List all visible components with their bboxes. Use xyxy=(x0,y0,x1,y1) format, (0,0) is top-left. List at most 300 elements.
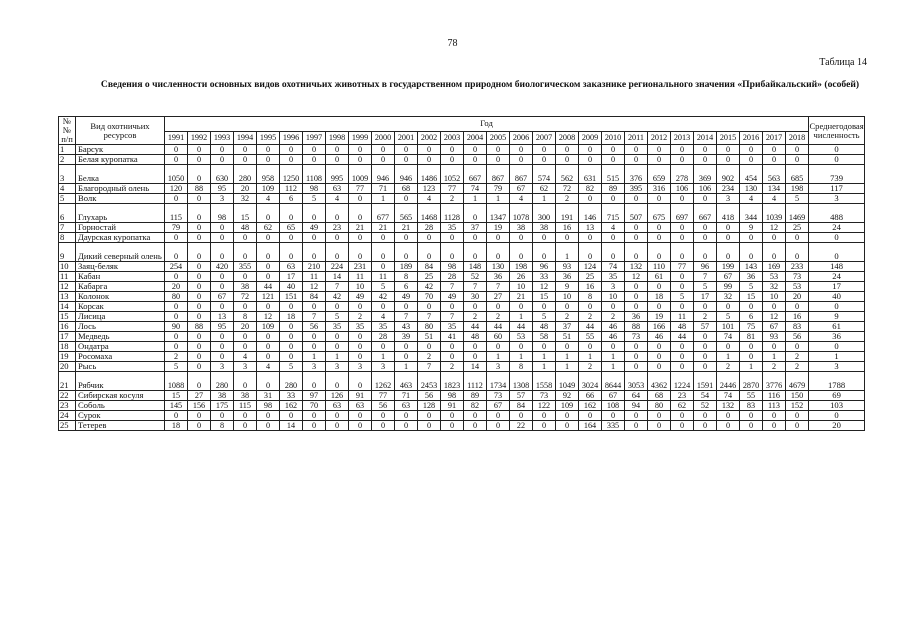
count-cell: 162 xyxy=(280,401,303,411)
count-cell: 5 xyxy=(740,282,763,292)
count-cell: 98 xyxy=(257,401,280,411)
count-cell: 44 xyxy=(510,322,533,332)
count-cell: 0 xyxy=(671,233,694,243)
count-cell: 44 xyxy=(487,322,510,332)
count-cell: 0 xyxy=(487,421,510,431)
count-cell: 280 xyxy=(211,372,234,391)
count-cell: 46 xyxy=(648,332,671,342)
count-cell: 0 xyxy=(579,194,602,204)
table-row xyxy=(59,165,865,184)
count-cell: 108 xyxy=(602,401,625,411)
count-cell: 0 xyxy=(648,223,671,233)
year-header: 1991 xyxy=(165,131,188,144)
count-cell: 162 xyxy=(579,401,602,411)
year-header: 2016 xyxy=(740,131,763,144)
count-cell: 115 xyxy=(234,401,257,411)
species-name: Лось xyxy=(76,322,165,332)
count-cell: 10 xyxy=(349,282,372,292)
count-cell: 0 xyxy=(510,145,533,155)
count-cell: 2 xyxy=(441,362,464,372)
count-cell: 20 xyxy=(786,292,809,302)
count-cell: 0 xyxy=(625,352,648,362)
table-row xyxy=(59,223,865,233)
species-name: Кабан xyxy=(76,272,165,282)
count-cell: 0 xyxy=(188,204,211,223)
count-cell: 169 xyxy=(763,262,786,272)
count-cell: 3 xyxy=(717,194,740,204)
count-cell: 0 xyxy=(303,302,326,312)
count-cell: 21 xyxy=(510,292,533,302)
count-cell: 2 xyxy=(165,352,188,362)
count-cell: 231 xyxy=(349,262,372,272)
count-cell: 14 xyxy=(326,272,349,282)
count-cell: 0 xyxy=(740,342,763,352)
count-cell: 19 xyxy=(487,223,510,233)
count-cell: 0 xyxy=(786,302,809,312)
count-cell: 2 xyxy=(487,312,510,322)
count-cell: 0 xyxy=(280,352,303,362)
count-cell: 74 xyxy=(602,262,625,272)
count-cell: 0 xyxy=(188,372,211,391)
average-cell: 1788 xyxy=(809,372,865,391)
count-cell: 0 xyxy=(303,421,326,431)
count-cell: 27 xyxy=(188,391,211,401)
count-cell: 112 xyxy=(280,184,303,194)
count-cell: 0 xyxy=(533,155,556,165)
count-cell: 0 xyxy=(165,312,188,322)
count-cell: 1 xyxy=(740,362,763,372)
count-cell: 35 xyxy=(602,272,625,282)
species-name: Медведь xyxy=(76,332,165,342)
count-cell: 75 xyxy=(740,322,763,332)
count-cell: 0 xyxy=(326,204,349,223)
count-cell: 89 xyxy=(602,184,625,194)
table-row xyxy=(59,322,865,332)
count-cell: 2446 xyxy=(717,372,740,391)
count-cell: 44 xyxy=(464,322,487,332)
count-cell: 15 xyxy=(533,292,556,302)
count-cell: 8 xyxy=(579,292,602,302)
count-cell: 36 xyxy=(487,272,510,282)
count-cell: 0 xyxy=(349,342,372,352)
count-cell: 63 xyxy=(326,401,349,411)
header-year-group: Год xyxy=(165,117,809,132)
table-row xyxy=(59,204,865,223)
count-cell: 77 xyxy=(349,184,372,194)
count-cell: 0 xyxy=(372,411,395,421)
count-cell: 344 xyxy=(740,204,763,223)
count-cell: 32 xyxy=(763,282,786,292)
count-cell: 0 xyxy=(326,411,349,421)
count-cell: 13 xyxy=(579,223,602,233)
average-cell: 0 xyxy=(809,411,865,421)
count-cell: 278 xyxy=(671,165,694,184)
species-name: Колонок xyxy=(76,292,165,302)
count-cell: 7 xyxy=(418,312,441,322)
year-header: 2012 xyxy=(648,131,671,144)
species-name: Заяц-беляк xyxy=(76,262,165,272)
count-cell: 0 xyxy=(280,302,303,312)
count-cell: 335 xyxy=(602,421,625,431)
count-cell: 73 xyxy=(786,272,809,282)
count-cell: 81 xyxy=(740,332,763,342)
count-cell: 6 xyxy=(280,194,303,204)
count-cell: 0 xyxy=(740,411,763,421)
row-number: 22 xyxy=(59,391,76,401)
count-cell: 677 xyxy=(372,204,395,223)
count-cell: 2 xyxy=(579,362,602,372)
year-header: 2010 xyxy=(602,131,625,144)
count-cell: 0 xyxy=(740,352,763,362)
count-cell: 5 xyxy=(717,312,740,322)
count-cell: 0 xyxy=(671,362,694,372)
count-cell: 0 xyxy=(372,262,395,272)
year-header: 2001 xyxy=(395,131,418,144)
count-cell: 4 xyxy=(234,352,257,362)
table-row xyxy=(59,145,865,155)
count-cell: 0 xyxy=(326,372,349,391)
species-name: Благородный олень xyxy=(76,184,165,194)
count-cell: 0 xyxy=(257,243,280,262)
table-row xyxy=(59,282,865,292)
count-cell: 48 xyxy=(464,332,487,342)
count-cell: 5 xyxy=(372,282,395,292)
count-cell: 0 xyxy=(165,272,188,282)
count-cell: 0 xyxy=(717,243,740,262)
count-cell: 126 xyxy=(326,391,349,401)
count-cell: 1128 xyxy=(441,204,464,223)
count-cell: 7 xyxy=(464,282,487,292)
count-cell: 4362 xyxy=(648,372,671,391)
count-cell: 0 xyxy=(211,411,234,421)
count-cell: 46 xyxy=(602,322,625,332)
count-cell: 1078 xyxy=(510,204,533,223)
count-cell: 91 xyxy=(349,391,372,401)
count-cell: 0 xyxy=(556,411,579,421)
count-cell: 5 xyxy=(280,362,303,372)
count-cell: 9 xyxy=(740,223,763,233)
count-cell: 0 xyxy=(349,421,372,431)
count-cell: 1 xyxy=(303,352,326,362)
count-cell: 0 xyxy=(763,243,786,262)
count-cell: 0 xyxy=(671,411,694,421)
count-cell: 0 xyxy=(418,145,441,155)
count-cell: 79 xyxy=(487,184,510,194)
count-cell: 20 xyxy=(234,184,257,194)
table-row xyxy=(59,372,865,391)
count-cell: 2 xyxy=(556,194,579,204)
count-cell: 0 xyxy=(257,204,280,223)
species-name: Рябчик xyxy=(76,372,165,391)
count-cell: 0 xyxy=(625,282,648,292)
count-cell: 25 xyxy=(786,223,809,233)
count-cell: 0 xyxy=(464,233,487,243)
count-cell: 0 xyxy=(625,411,648,421)
count-cell: 0 xyxy=(280,155,303,165)
count-cell: 418 xyxy=(717,204,740,223)
count-cell: 122 xyxy=(533,401,556,411)
count-cell: 0 xyxy=(786,421,809,431)
count-cell: 156 xyxy=(188,401,211,411)
count-cell: 1469 xyxy=(786,204,809,223)
count-cell: 72 xyxy=(234,292,257,302)
count-cell: 1 xyxy=(510,312,533,322)
count-cell: 0 xyxy=(510,411,533,421)
count-cell: 0 xyxy=(671,282,694,292)
average-cell: 20 xyxy=(809,421,865,431)
count-cell: 515 xyxy=(602,165,625,184)
count-cell: 2 xyxy=(441,194,464,204)
count-cell: 0 xyxy=(188,243,211,262)
count-cell: 1049 xyxy=(556,372,579,391)
count-cell: 0 xyxy=(188,233,211,243)
count-cell: 0 xyxy=(648,243,671,262)
count-cell: 1224 xyxy=(671,372,694,391)
count-cell: 74 xyxy=(717,332,740,342)
count-cell: 82 xyxy=(464,401,487,411)
count-cell: 0 xyxy=(303,204,326,223)
count-cell: 63 xyxy=(395,401,418,411)
count-cell: 35 xyxy=(441,322,464,332)
table-row xyxy=(59,243,865,262)
species-name: Кабарга xyxy=(76,282,165,292)
count-cell: 0 xyxy=(671,272,694,282)
row-number: 14 xyxy=(59,302,76,312)
count-cell: 0 xyxy=(648,411,671,421)
count-cell: 1 xyxy=(372,352,395,362)
count-cell: 0 xyxy=(487,243,510,262)
count-cell: 17 xyxy=(280,272,303,282)
count-cell: 11 xyxy=(372,272,395,282)
count-cell: 0 xyxy=(303,155,326,165)
count-cell: 0 xyxy=(165,302,188,312)
count-cell: 70 xyxy=(303,401,326,411)
count-cell: 5 xyxy=(786,194,809,204)
count-cell: 1088 xyxy=(165,372,188,391)
count-cell: 454 xyxy=(740,165,763,184)
count-cell: 0 xyxy=(579,233,602,243)
count-cell: 4 xyxy=(602,223,625,233)
count-cell: 0 xyxy=(533,145,556,155)
count-cell: 0 xyxy=(648,342,671,352)
count-cell: 63 xyxy=(326,184,349,194)
year-header: 2007 xyxy=(533,131,556,144)
count-cell: 16 xyxy=(556,223,579,233)
count-cell: 0 xyxy=(648,145,671,155)
count-cell: 14 xyxy=(464,362,487,372)
count-cell: 3 xyxy=(303,362,326,372)
count-cell: 630 xyxy=(211,165,234,184)
count-cell: 316 xyxy=(648,184,671,194)
count-cell: 1 xyxy=(556,352,579,362)
count-cell: 0 xyxy=(533,421,556,431)
count-cell: 9 xyxy=(556,282,579,292)
count-cell: 68 xyxy=(648,391,671,401)
year-header: 2004 xyxy=(464,131,487,144)
count-cell: 56 xyxy=(786,332,809,342)
count-cell: 189 xyxy=(395,262,418,272)
count-cell: 51 xyxy=(556,332,579,342)
count-cell: 18 xyxy=(648,292,671,302)
count-cell: 99 xyxy=(717,282,740,292)
count-cell: 191 xyxy=(556,204,579,223)
count-cell: 0 xyxy=(556,302,579,312)
count-cell: 0 xyxy=(579,302,602,312)
count-cell: 7 xyxy=(441,282,464,292)
species-name: Волк xyxy=(76,194,165,204)
species-name: Тетерев xyxy=(76,421,165,431)
count-cell: 0 xyxy=(648,302,671,312)
count-cell: 1558 xyxy=(533,372,556,391)
count-cell: 280 xyxy=(234,165,257,184)
count-cell: 0 xyxy=(717,145,740,155)
count-cell: 121 xyxy=(257,292,280,302)
count-cell: 0 xyxy=(211,352,234,362)
count-cell: 1 xyxy=(487,352,510,362)
table-row xyxy=(59,262,865,272)
count-cell: 124 xyxy=(579,262,602,272)
year-header: 2000 xyxy=(372,131,395,144)
count-cell: 3053 xyxy=(625,372,648,391)
count-cell: 0 xyxy=(625,155,648,165)
count-cell: 300 xyxy=(533,204,556,223)
count-cell: 33 xyxy=(280,391,303,401)
count-cell: 7 xyxy=(441,312,464,322)
count-cell: 4 xyxy=(257,194,280,204)
count-cell: 0 xyxy=(234,342,257,352)
count-cell: 0 xyxy=(303,372,326,391)
count-cell: 0 xyxy=(418,411,441,421)
count-cell: 38 xyxy=(510,223,533,233)
count-cell: 0 xyxy=(740,233,763,243)
count-cell: 0 xyxy=(579,145,602,155)
count-cell: 0 xyxy=(510,342,533,352)
row-number: 8 xyxy=(59,233,76,243)
count-cell: 115 xyxy=(165,204,188,223)
count-cell: 0 xyxy=(694,411,717,421)
count-cell: 109 xyxy=(257,184,280,194)
count-cell: 0 xyxy=(395,342,418,352)
count-cell: 0 xyxy=(717,411,740,421)
count-cell: 2 xyxy=(349,312,372,322)
count-cell: 0 xyxy=(211,302,234,312)
count-cell: 2 xyxy=(786,362,809,372)
count-cell: 44 xyxy=(671,332,694,342)
count-cell: 0 xyxy=(441,352,464,362)
count-cell: 25 xyxy=(579,272,602,282)
count-cell: 667 xyxy=(464,165,487,184)
row-number: 20 xyxy=(59,362,76,372)
row-number: 19 xyxy=(59,352,76,362)
count-cell: 0 xyxy=(648,421,671,431)
average-cell: 117 xyxy=(809,184,865,194)
count-cell: 0 xyxy=(694,155,717,165)
species-name: Соболь xyxy=(76,401,165,411)
count-cell: 0 xyxy=(763,342,786,352)
count-cell: 7 xyxy=(303,312,326,322)
count-cell: 0 xyxy=(211,342,234,352)
count-cell: 0 xyxy=(303,342,326,352)
count-cell: 56 xyxy=(418,391,441,401)
count-cell: 1734 xyxy=(487,372,510,391)
count-cell: 80 xyxy=(648,401,671,411)
count-cell: 0 xyxy=(487,302,510,312)
count-cell: 1 xyxy=(579,352,602,362)
count-cell: 67 xyxy=(717,272,740,282)
year-header: 2013 xyxy=(671,131,694,144)
count-cell: 0 xyxy=(234,145,257,155)
table-row xyxy=(59,352,865,362)
count-cell: 32 xyxy=(234,194,257,204)
count-cell: 1 xyxy=(533,352,556,362)
count-cell: 88 xyxy=(188,322,211,332)
count-cell: 4679 xyxy=(786,372,809,391)
count-cell: 0 xyxy=(510,302,533,312)
count-cell: 0 xyxy=(165,243,188,262)
count-cell: 83 xyxy=(786,322,809,332)
count-cell: 48 xyxy=(533,322,556,332)
count-cell: 23 xyxy=(326,223,349,233)
count-cell: 0 xyxy=(763,411,786,421)
count-cell: 0 xyxy=(648,155,671,165)
count-cell: 0 xyxy=(740,155,763,165)
year-header: 1997 xyxy=(303,131,326,144)
count-cell: 95 xyxy=(211,184,234,194)
count-cell: 3 xyxy=(234,362,257,372)
count-cell: 0 xyxy=(533,342,556,352)
count-cell: 0 xyxy=(257,145,280,155)
count-cell: 0 xyxy=(188,352,211,362)
count-cell: 92 xyxy=(556,391,579,401)
count-cell: 0 xyxy=(579,411,602,421)
count-cell: 0 xyxy=(326,421,349,431)
count-cell: 36 xyxy=(625,312,648,322)
count-cell: 0 xyxy=(234,302,257,312)
average-cell: 0 xyxy=(809,243,865,262)
count-cell: 0 xyxy=(349,352,372,362)
count-cell: 0 xyxy=(188,312,211,322)
count-cell: 110 xyxy=(648,262,671,272)
count-cell: 0 xyxy=(211,282,234,292)
count-cell: 43 xyxy=(395,322,418,332)
year-header: 2006 xyxy=(510,131,533,144)
count-cell: 1 xyxy=(487,194,510,204)
table-row xyxy=(59,362,865,372)
year-header: 1996 xyxy=(280,131,303,144)
count-cell: 0 xyxy=(257,372,280,391)
count-cell: 21 xyxy=(349,223,372,233)
count-cell: 867 xyxy=(510,165,533,184)
count-cell: 0 xyxy=(188,145,211,155)
count-cell: 53 xyxy=(786,282,809,292)
count-cell: 234 xyxy=(717,184,740,194)
count-cell: 3 xyxy=(349,362,372,372)
count-cell: 3 xyxy=(602,282,625,292)
year-header: 1995 xyxy=(257,131,280,144)
row-number: 25 xyxy=(59,421,76,431)
species-name: Горностай xyxy=(76,223,165,233)
count-cell: 10 xyxy=(556,292,579,302)
row-number: 12 xyxy=(59,282,76,292)
table-row xyxy=(59,391,865,401)
count-cell: 12 xyxy=(533,282,556,292)
count-cell: 2 xyxy=(464,312,487,322)
row-number: 24 xyxy=(59,411,76,421)
count-cell: 0 xyxy=(786,243,809,262)
count-cell: 96 xyxy=(694,262,717,272)
count-cell: 0 xyxy=(326,243,349,262)
count-cell: 113 xyxy=(763,401,786,411)
